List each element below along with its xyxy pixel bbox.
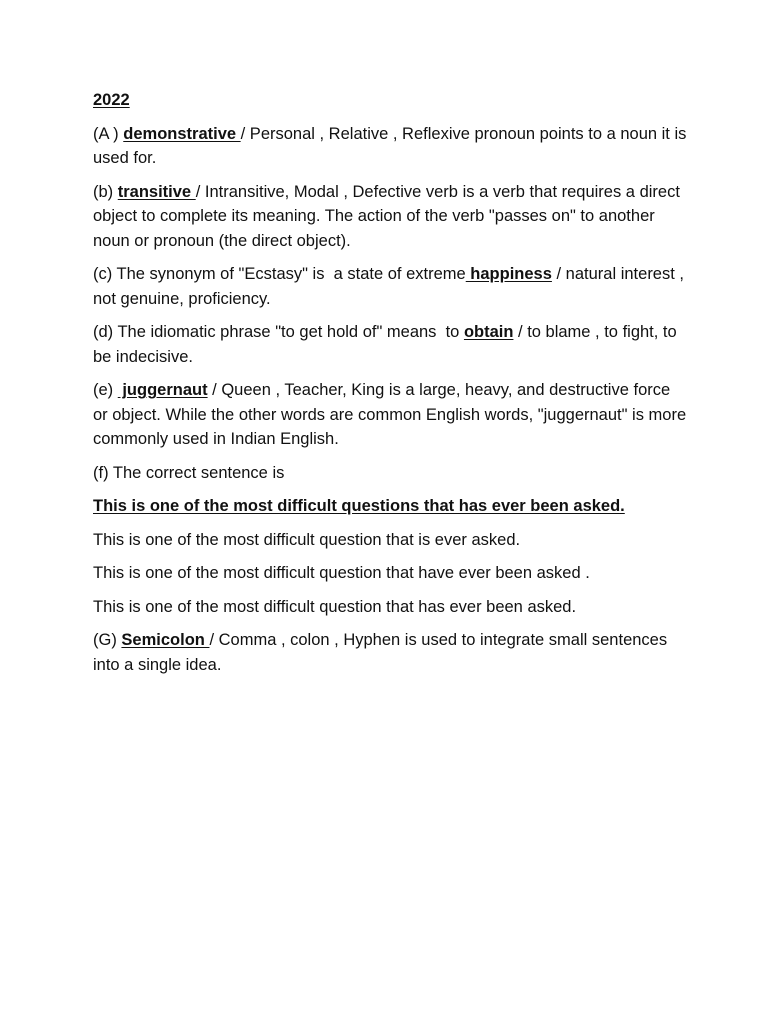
question-f-correct-sentence: This is one of the most difficult questions that has ever been asked. <box>93 497 625 515</box>
question-c-prefix: (c) The synonym of "Ecstasy" is a state of extreme <box>93 265 466 283</box>
question-a <box>93 122 691 171</box>
question-b-rest: / Intransitive, Modal , Defective verb is a verb that requires a direct object to complete its meaning. The action of the verb "passes on" to another noun or pronoun (the direct object). <box>93 182 685 250</box>
question-d-prefix: (d) The idiomatic phrase "to get hold of" means to <box>93 323 464 341</box>
question-e-prefix: (e) <box>93 381 118 399</box>
question-f-option-2: This is one of the most difficult question that have ever been asked . <box>93 564 590 582</box>
year-heading-text: 2022 <box>93 91 130 109</box>
question-f-option-3: This is one of the most difficult question that has ever been asked. <box>93 597 577 616</box>
question-e <box>93 378 691 452</box>
question-a-answer: demonstrative <box>123 124 241 143</box>
question-b-prefix: (b) <box>93 182 118 201</box>
question-c-answer: happiness <box>465 265 552 283</box>
question-b <box>93 180 688 254</box>
question-e-answer: juggernaut <box>117 381 208 399</box>
question-c <box>93 262 688 311</box>
question-a-prefix: (A ) <box>93 124 124 143</box>
question-g-prefix: (G) <box>93 631 122 649</box>
document-page <box>93 88 691 686</box>
question-d <box>93 320 688 369</box>
question-c-rest: / natural interest , not genuine, proficiency. <box>93 265 689 308</box>
question-g <box>93 628 688 677</box>
question-f-intro: (f) The correct sentence is <box>93 463 285 482</box>
year-heading <box>93 88 688 113</box>
question-g-answer: Semicolon <box>121 631 210 649</box>
question-b-answer: transitive <box>117 182 196 201</box>
question-d-answer: obtain <box>463 323 514 341</box>
question-a-rest: / Personal , Relative , Reflexive pronoun points to a noun it is used for. <box>93 124 691 167</box>
question-g-rest: / Comma , colon , Hyphen is used to integrate small sentences into a single idea. <box>93 631 672 674</box>
question-e-rest: / Queen , Teacher, King is a large, heavy, and destructive force or object. While the other words are common English words, "juggernaut" is more commonly used in Indian English. <box>93 381 691 448</box>
question-d-rest: / to blame , to fight, to be indecisive. <box>93 323 682 366</box>
question-f-option-1: This is one of the most difficult question that is ever asked. <box>93 530 521 549</box>
